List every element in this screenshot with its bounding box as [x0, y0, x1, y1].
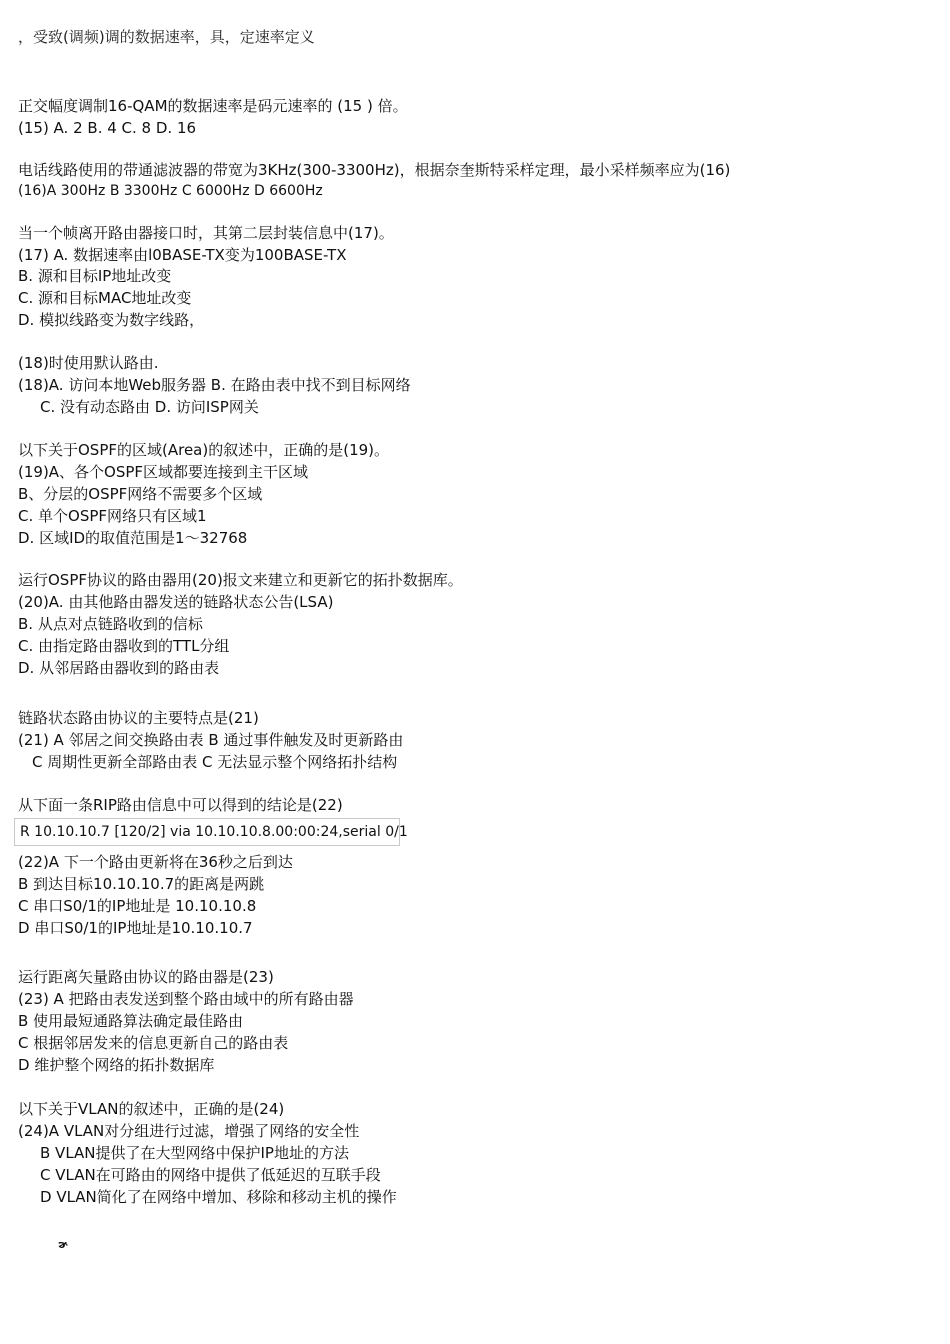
question-19-stem: 以下关于OSPF的区域(Area)的叙述中，正确的是(19)。 [18, 441, 390, 459]
question-17-option-b: B. 源和目标IP地址改变 [18, 267, 172, 285]
question-18-options-ab: (18)A. 访问本地Web服务器 B. 在路由表中找不到目标网络 [18, 376, 411, 394]
question-17-stem: 当一个帧离开路由器接口时，其第二层封装信息中(17)。 [18, 224, 394, 242]
question-17-option-c: C. 源和目标MAC地址改变 [18, 289, 192, 307]
question-24-option-a: (24)A VLAN对分组进行过滤，增强了网络的安全性 [18, 1122, 360, 1140]
question-19-option-c: C. 单个OSPF网络只有区域1 [18, 507, 207, 525]
question-24-option-c: C VLAN在可路由的网络中提供了低延迟的互联手段 [40, 1166, 381, 1184]
question-22-option-c: C 串口S0/1的IP地址是 10.10.10.8 [18, 897, 257, 915]
question-22-option-b: B 到达目标10.10.10.7的距离是两跳 [18, 875, 265, 893]
question-21-stem: 链路状态路由协议的主要特点是(21) [18, 709, 259, 727]
question-23-option-b: B 使用最短通路算法确定最佳路由 [18, 1012, 244, 1030]
question-20-option-d: D. 从邻居路由器收到的路由表 [18, 659, 220, 677]
question-23-option-a: (23) A 把路由表发送到整个路由域中的所有路由器 [18, 990, 354, 1008]
question-22-option-d: D 串口S0/1的IP地址是10.10.10.7 [18, 919, 253, 937]
question-18-stem: (18)时使用默认路由. [18, 354, 159, 372]
question-17-option-d: D. 模拟线路变为数字线路， [18, 311, 205, 329]
question-17-option-a: (17) A. 数据速率由l0BASE-TX变为100BASE-TX [18, 246, 347, 264]
cropped-top-line [18, 28, 348, 60]
question-22-option-a: (22)A 下一个路由更新将在36秒之后到达 [18, 853, 293, 871]
question-20-option-b: B. 从点对点链路收到的信标 [18, 615, 203, 633]
question-16-options: (16)A 300Hz B 3300Hz C 6000Hz D 6600Hz [18, 183, 323, 199]
question-24-stem: 以下关于VLAN的叙述中，正确的是(24) [18, 1100, 285, 1118]
question-18-options-cd: C. 没有动态路由 D. 访问ISP网关 [40, 398, 259, 416]
footer-mark: ɚ [58, 1238, 68, 1251]
question-19-option-b: B、分层的OSPF网络不需要多个区域 [18, 485, 263, 503]
rip-route-entry: R 10.10.10.7 [120/2] via 10.10.10.8.00:00:24,serial 0/1 [14, 818, 400, 846]
question-23-stem: 运行距离矢量路由协议的路由器是(23) [18, 968, 274, 986]
question-23-option-d: D 维护整个网络的拓扑数据库 [18, 1056, 215, 1074]
question-15-stem: 正交幅度调制16-QAM的数据速率是码元速率的 (15 ) 倍。 [18, 97, 408, 115]
question-19-option-a: (19)A、各个OSPF区域都要连接到主干区域 [18, 463, 309, 481]
question-24-option-b: B VLAN提供了在大型网络中保护IP地址的方法 [40, 1144, 349, 1162]
question-20-option-a: (20)A. 由其他路由器发送的链路状态公告(LSA) [18, 593, 334, 611]
question-16-stem: 电话线路使用的带通滤波器的带宽为3KHz(300-3300Hz)，根据奈奎斯特采样定理，最小采样频率应为(16) [18, 161, 731, 179]
cropped-text: ，受致(调频)调的数据速率，具，定速率定义 [18, 28, 315, 46]
question-20-option-c: C. 由指定路由器收到的TTL分组 [18, 637, 230, 655]
question-23-option-c: C 根据邻居发来的信息更新自己的路由表 [18, 1034, 289, 1052]
question-21-options-cd: C 周期性更新全部路由表 C 无法显示整个网络拓扑结构 [32, 753, 398, 771]
question-15-options: (15) A. 2 B. 4 C. 8 D. 16 [18, 119, 197, 137]
question-20-stem: 运行OSPF协议的路由器用(20)报文来建立和更新它的拓扑数据库。 [18, 571, 463, 589]
question-24-option-d: D VLAN简化了在网络中增加、移除和移动主机的操作 [40, 1188, 397, 1206]
question-19-option-d: D. 区域ID的取值范围是1～32768 [18, 529, 248, 547]
question-21-options-ab: (21) A 邻居之间交换路由表 B 通过事件触发及时更新路由 [18, 731, 404, 749]
question-22-stem: 从下面一条RIP路由信息中可以得到的结论是(22) [18, 796, 343, 814]
